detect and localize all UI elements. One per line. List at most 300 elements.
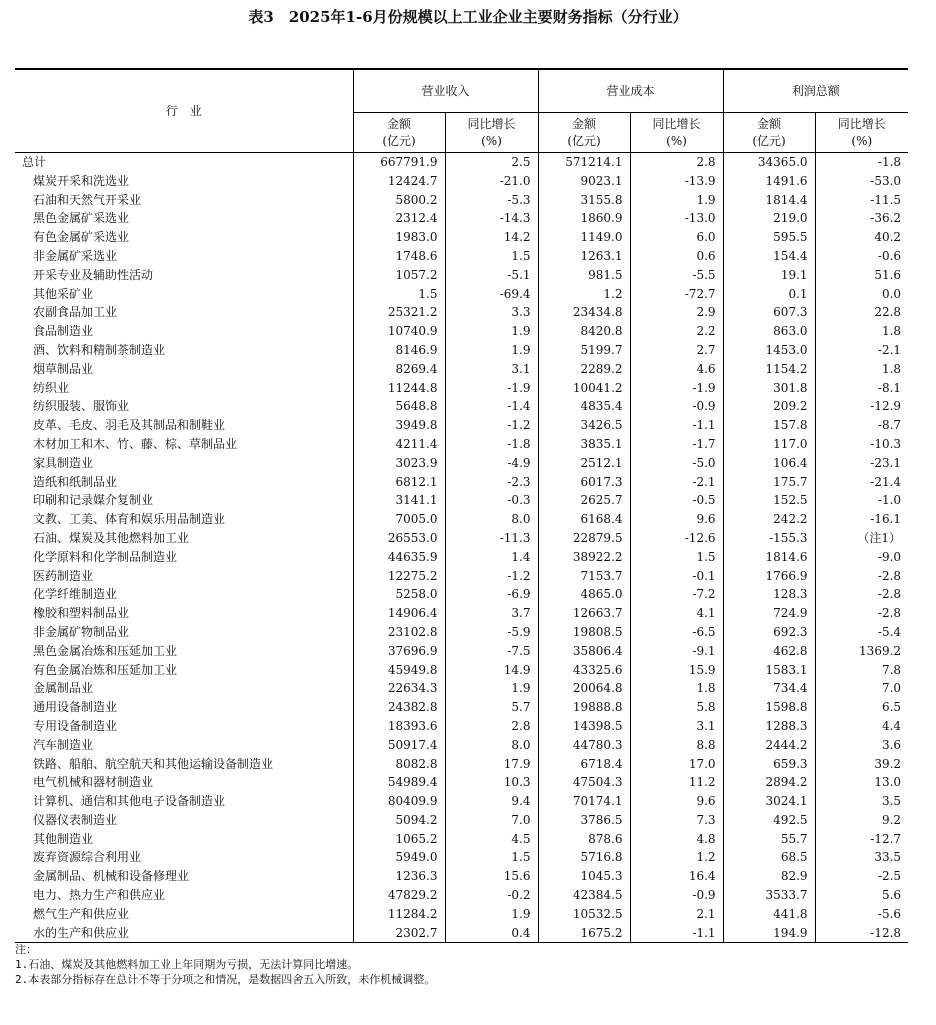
revenue-growth-cell: -21.0: [445, 172, 538, 191]
revenue-growth-header: 同比增长 (%): [445, 113, 538, 153]
revenue-amount-cell: 1983.0: [353, 228, 445, 247]
table-row: [15, 360, 908, 379]
industry-name-cell: 非金属矿物制品业: [33, 624, 130, 639]
revenue-amount-cell: 11284.2: [353, 905, 445, 924]
cost-growth-cell: 2.9: [630, 303, 723, 322]
cost-amount-cell: 1.2: [538, 285, 630, 304]
cost-growth-cell: -2.1: [630, 473, 723, 492]
revenue-amount-cell: 12424.7: [353, 172, 445, 191]
profit-growth-cell: -2.8: [815, 604, 908, 623]
industry-name-cell: 石油和天然气开采业: [33, 192, 142, 207]
table-row: [15, 585, 908, 604]
industry-name-cell: 文教、工美、体育和娱乐用品制造业: [33, 512, 226, 527]
cost-amount-cell: 1149.0: [538, 228, 630, 247]
profit-growth-cell: -1.0: [815, 491, 908, 510]
profit-amount-cell: 2894.2: [723, 773, 815, 792]
revenue-amount-cell: 7005.0: [353, 510, 445, 529]
profit-growth-cell: 1369.2: [815, 642, 908, 661]
industry-name-cell: 印刷和记录媒介复制业: [33, 493, 154, 508]
table-row: [15, 285, 908, 304]
revenue-amount-cell: 24382.8: [353, 698, 445, 717]
industry-name-cell: 废弃资源综合利用业: [33, 850, 142, 865]
profit-growth-cell: 7.8: [815, 661, 908, 680]
industry-name-cell: 家具制造业: [33, 455, 94, 470]
profit-amount-cell: 68.5: [723, 848, 815, 867]
table-title: 表3 2025年1-6月份规模以上工业企业主要财务指标（分行业）: [248, 8, 688, 26]
cost-growth-cell: -0.5: [630, 491, 723, 510]
revenue-growth-cell: 14.2: [445, 228, 538, 247]
cost-amount-cell: 14398.5: [538, 717, 630, 736]
revenue-growth-cell: 10.3: [445, 773, 538, 792]
cost-growth-cell: 8.8: [630, 736, 723, 755]
cost-amount-cell: 6017.3: [538, 473, 630, 492]
industry-column-header: 行 业: [15, 69, 353, 153]
revenue-amount-cell: 1065.2: [353, 830, 445, 849]
profit-growth-cell: -5.6: [815, 905, 908, 924]
industry-name-cell: 农副食品加工业: [33, 305, 118, 320]
cost-amount-cell: 12663.7: [538, 604, 630, 623]
profit-growth-cell: 1.8: [815, 322, 908, 341]
profit-amount-cell: 1453.0: [723, 341, 815, 360]
cost-growth-cell: -1.7: [630, 435, 723, 454]
cost-amount-cell: 20064.8: [538, 679, 630, 698]
cost-amount-cell: 5716.8: [538, 848, 630, 867]
revenue-growth-cell: 2.8: [445, 717, 538, 736]
profit-growth-cell: （注1）: [815, 529, 908, 548]
cost-amount-cell: 10041.2: [538, 379, 630, 398]
revenue-amount-cell: 1.5: [353, 285, 445, 304]
table-row: [15, 661, 908, 680]
revenue-amount-cell: 47829.2: [353, 886, 445, 905]
cost-amount-cell: 44780.3: [538, 736, 630, 755]
profit-growth-cell: -9.0: [815, 548, 908, 567]
profit-amount-cell: 659.3: [723, 755, 815, 774]
revenue-amount-cell: 37696.9: [353, 642, 445, 661]
cost-growth-header: 同比增长 (%): [630, 113, 723, 153]
industry-name-cell: 黑色金属冶炼和压延加工业: [33, 643, 178, 658]
cost-amount-cell: 19888.8: [538, 698, 630, 717]
profit-amount-cell: 106.4: [723, 454, 815, 473]
cost-group-header: 营业成本: [538, 69, 723, 113]
industry-name-cell: 烟草制品业: [33, 361, 94, 376]
revenue-growth-cell: 3.7: [445, 604, 538, 623]
revenue-amount-cell: 667791.9: [353, 153, 445, 172]
cost-amount-cell: 8420.8: [538, 322, 630, 341]
revenue-amount-cell: 18393.6: [353, 717, 445, 736]
cost-growth-cell: -0.9: [630, 397, 723, 416]
industry-name-cell: 电力、热力生产和供应业: [33, 888, 166, 903]
revenue-amount-cell: 25321.2: [353, 303, 445, 322]
revenue-growth-cell: 1.5: [445, 247, 538, 266]
industry-name-cell: 橡胶和塑料制品业: [33, 606, 130, 621]
table-row: [15, 266, 908, 285]
revenue-growth-cell: 15.6: [445, 867, 538, 886]
cost-amount-cell: 571214.1: [538, 153, 630, 172]
revenue-growth-cell: -0.3: [445, 491, 538, 510]
revenue-growth-cell: -69.4: [445, 285, 538, 304]
cost-growth-cell: -5.0: [630, 454, 723, 473]
table-header: [15, 69, 908, 153]
industry-name-cell: 水的生产和供应业: [15, 924, 353, 943]
cost-growth-cell: 1.5: [630, 548, 723, 567]
revenue-amount-cell: 80409.9: [353, 792, 445, 811]
table-row: [15, 454, 908, 473]
revenue-growth-cell: -2.3: [445, 473, 538, 492]
cost-amount-cell: 6168.4: [538, 510, 630, 529]
table-row: [15, 811, 908, 830]
cost-growth-cell: -13.0: [630, 209, 723, 228]
industry-name-cell: 有色金属冶炼和压延加工业: [33, 662, 178, 677]
cost-amount-cell: 3835.1: [538, 435, 630, 454]
industry-name-cell: 有色金属矿采选业: [33, 230, 130, 245]
profit-growth-cell: -12.7: [815, 830, 908, 849]
revenue-growth-cell: 9.4: [445, 792, 538, 811]
table-row: [15, 379, 908, 398]
revenue-growth-cell: 3.1: [445, 360, 538, 379]
profit-growth-cell: -2.5: [815, 867, 908, 886]
profit-amount-cell: 595.5: [723, 228, 815, 247]
industry-name-cell: 计算机、通信和其他电子设备制造业: [33, 794, 226, 809]
industry-name-cell: 食品制造业: [33, 324, 94, 339]
revenue-amount-cell: 2302.7: [353, 924, 445, 943]
table-row: [15, 341, 908, 360]
profit-amount-cell: 724.9: [723, 604, 815, 623]
profit-amount-cell: 34365.0: [723, 153, 815, 172]
cost-amount-cell: 42384.5: [538, 886, 630, 905]
revenue-growth-cell: 0.4: [445, 924, 538, 943]
industry-name-cell: 黑色金属矿采选业: [33, 211, 130, 226]
industry-name-cell: 非金属矿采选业: [33, 248, 118, 263]
profit-growth-cell: -21.4: [815, 473, 908, 492]
cost-growth-cell: -13.9: [630, 172, 723, 191]
cost-amount-cell: 1045.3: [538, 867, 630, 886]
profit-amount-cell: 2444.2: [723, 736, 815, 755]
profit-growth-cell: 40.2: [815, 228, 908, 247]
table-row: [15, 830, 908, 849]
table-row: [15, 529, 908, 548]
table-row: [15, 886, 908, 905]
profit-growth-cell: 22.8: [815, 303, 908, 322]
revenue-amount-cell: 45949.8: [353, 661, 445, 680]
revenue-growth-cell: 3.3: [445, 303, 538, 322]
footnotes: [15, 942, 915, 987]
cost-amount-cell: 1860.9: [538, 209, 630, 228]
table-row: [15, 416, 908, 435]
table-row: [15, 792, 908, 811]
profit-amount-cell: 863.0: [723, 322, 815, 341]
cost-growth-cell: -72.7: [630, 285, 723, 304]
table-body: [15, 153, 908, 943]
cost-growth-cell: -0.1: [630, 567, 723, 586]
cost-growth-cell: 2.2: [630, 322, 723, 341]
profit-amount-cell: 3024.1: [723, 792, 815, 811]
cost-amount-cell: 5199.7: [538, 341, 630, 360]
industry-name-cell: 皮革、毛皮、羽毛及其制品和制鞋业: [33, 418, 226, 433]
revenue-amount-cell: 5094.2: [353, 811, 445, 830]
revenue-amount-cell: 4211.4: [353, 435, 445, 454]
cost-growth-cell: -9.1: [630, 642, 723, 661]
profit-growth-cell: -11.5: [815, 191, 908, 210]
profit-growth-cell: -0.6: [815, 247, 908, 266]
profit-amount-cell: 19.1: [723, 266, 815, 285]
table-row: [15, 698, 908, 717]
industry-name-cell: 通用设备制造业: [33, 700, 118, 715]
profit-growth-cell: 7.0: [815, 679, 908, 698]
profit-amount-cell: 55.7: [723, 830, 815, 849]
industry-name-cell: 煤炭开采和洗选业: [33, 173, 130, 188]
revenue-amount-cell: 26553.0: [353, 529, 445, 548]
profit-amount-cell: 157.8: [723, 416, 815, 435]
revenue-growth-cell: -14.3: [445, 209, 538, 228]
cost-amount-cell: 1675.2: [538, 924, 630, 943]
profit-growth-cell: 13.0: [815, 773, 908, 792]
revenue-amount-cell: 54989.4: [353, 773, 445, 792]
table-row: [15, 848, 908, 867]
table-row: [15, 567, 908, 586]
revenue-growth-cell: -1.4: [445, 397, 538, 416]
table-row: [15, 510, 908, 529]
industry-name-cell: 木材加工和木、竹、藤、棕、草制品业: [33, 436, 238, 451]
profit-amount-cell: 607.3: [723, 303, 815, 322]
revenue-growth-cell: 7.0: [445, 811, 538, 830]
cost-growth-cell: -0.9: [630, 886, 723, 905]
industry-name-cell: 金属制品、机械和设备修理业: [33, 869, 190, 884]
industry-name-cell: 石油、煤炭及其他燃料加工业: [33, 530, 190, 545]
profit-growth-cell: -1.8: [815, 153, 908, 172]
profit-growth-cell: -8.1: [815, 379, 908, 398]
profit-growth-cell: 51.6: [815, 266, 908, 285]
cost-growth-cell: 16.4: [630, 867, 723, 886]
table-row: [15, 209, 908, 228]
cost-growth-cell: 15.9: [630, 661, 723, 680]
profit-amount-cell: 1491.6: [723, 172, 815, 191]
industry-name-cell: 其他采矿业: [33, 286, 94, 301]
profit-growth-cell: -10.3: [815, 435, 908, 454]
revenue-growth-cell: 2.5: [445, 153, 538, 172]
profit-growth-cell: -16.1: [815, 510, 908, 529]
revenue-amount-cell: 23102.8: [353, 623, 445, 642]
revenue-growth-cell: 1.9: [445, 679, 538, 698]
revenue-growth-cell: -6.9: [445, 585, 538, 604]
cost-growth-cell: 2.7: [630, 341, 723, 360]
cost-amount-cell: 43325.6: [538, 661, 630, 680]
revenue-amount-header: 金额 (亿元): [353, 113, 445, 153]
revenue-growth-cell: 1.9: [445, 322, 538, 341]
revenue-amount-cell: 14906.4: [353, 604, 445, 623]
revenue-amount-cell: 50917.4: [353, 736, 445, 755]
profit-growth-cell: 39.2: [815, 755, 908, 774]
profit-growth-cell: 33.5: [815, 848, 908, 867]
revenue-amount-cell: 2312.4: [353, 209, 445, 228]
revenue-growth-cell: 4.5: [445, 830, 538, 849]
table-row: [15, 717, 908, 736]
industry-name-cell: 汽车制造业: [33, 737, 94, 752]
profit-amount-cell: 1288.3: [723, 717, 815, 736]
profit-amount-cell: 1766.9: [723, 567, 815, 586]
cost-growth-cell: 3.1: [630, 717, 723, 736]
cost-growth-cell: 4.6: [630, 360, 723, 379]
profit-amount-cell: 734.4: [723, 679, 815, 698]
profit-amount-cell: 242.2: [723, 510, 815, 529]
profit-amount-cell: 492.5: [723, 811, 815, 830]
table-row: [15, 473, 908, 492]
cost-amount-cell: 7153.7: [538, 567, 630, 586]
revenue-growth-cell: -11.3: [445, 529, 538, 548]
table-row: [15, 191, 908, 210]
cost-amount-cell: 1263.1: [538, 247, 630, 266]
profit-amount-cell: 0.1: [723, 285, 815, 304]
revenue-growth-cell: 5.7: [445, 698, 538, 717]
profit-growth-cell: -23.1: [815, 454, 908, 473]
profit-amount-cell: 117.0: [723, 435, 815, 454]
revenue-growth-cell: 8.0: [445, 736, 538, 755]
cost-amount-cell: 2625.7: [538, 491, 630, 510]
cost-amount-cell: 35806.4: [538, 642, 630, 661]
table-row: [15, 548, 908, 567]
footnote-1: 1.石油、煤炭及其他燃料加工业上年同期为亏损，无法计算同比增速。: [15, 958, 359, 971]
table-row: [15, 736, 908, 755]
revenue-amount-cell: 3949.8: [353, 416, 445, 435]
revenue-amount-cell: 1236.3: [353, 867, 445, 886]
cost-amount-cell: 2289.2: [538, 360, 630, 379]
cost-amount-cell: 3426.5: [538, 416, 630, 435]
profit-amount-cell: 82.9: [723, 867, 815, 886]
revenue-growth-cell: -7.5: [445, 642, 538, 661]
footnote-2: 2.本表部分指标存在总计不等于分项之和情况，是数据四舍五入所致，未作机械调整。: [15, 973, 436, 986]
table-row: [15, 623, 908, 642]
industry-name-cell: 开采专业及辅助性活动: [33, 267, 154, 282]
profit-amount-cell: 219.0: [723, 209, 815, 228]
table-row: [15, 397, 908, 416]
industry-name-cell: 仪器仪表制造业: [33, 812, 118, 827]
profit-growth-cell: 6.5: [815, 698, 908, 717]
profit-amount-cell: 1814.6: [723, 548, 815, 567]
revenue-growth-cell: 1.9: [445, 341, 538, 360]
cost-amount-cell: 47504.3: [538, 773, 630, 792]
revenue-growth-cell: 1.4: [445, 548, 538, 567]
revenue-group-header: 营业收入: [353, 69, 538, 113]
revenue-growth-cell: 17.9: [445, 755, 538, 774]
financial-indicators-table: [15, 68, 908, 943]
cost-amount-cell: 9023.1: [538, 172, 630, 191]
revenue-amount-cell: 3141.1: [353, 491, 445, 510]
cost-amount-cell: 23434.8: [538, 303, 630, 322]
profit-amount-cell: 194.9: [723, 924, 815, 943]
revenue-growth-cell: -5.3: [445, 191, 538, 210]
industry-name-cell: 燃气生产和供应业: [33, 906, 130, 921]
cost-growth-cell: 7.3: [630, 811, 723, 830]
revenue-growth-cell: -4.9: [445, 454, 538, 473]
profit-amount-cell: 1598.8: [723, 698, 815, 717]
revenue-growth-cell: -5.9: [445, 623, 538, 642]
industry-name-cell: 纺织业: [33, 380, 70, 395]
cost-growth-cell: 1.9: [630, 191, 723, 210]
profit-amount-cell: 209.2: [723, 397, 815, 416]
revenue-amount-cell: 10740.9: [353, 322, 445, 341]
table-row: [15, 679, 908, 698]
cost-amount-cell: 38922.2: [538, 548, 630, 567]
industry-name-cell: 医药制造业: [33, 568, 94, 583]
cost-growth-cell: 0.6: [630, 247, 723, 266]
revenue-amount-cell: 8082.8: [353, 755, 445, 774]
profit-amount-header: 金额 (亿元): [723, 113, 815, 153]
table-row: [15, 228, 908, 247]
revenue-amount-cell: 11244.8: [353, 379, 445, 398]
table-row: [15, 642, 908, 661]
profit-growth-cell: -2.8: [815, 567, 908, 586]
table-row: [15, 172, 908, 191]
profit-growth-cell: -8.7: [815, 416, 908, 435]
profit-growth-cell: -53.0: [815, 172, 908, 191]
table-row: [15, 924, 908, 943]
table-row: [15, 303, 908, 322]
cost-amount-cell: 4865.0: [538, 585, 630, 604]
cost-growth-cell: 6.0: [630, 228, 723, 247]
profit-growth-cell: -2.1: [815, 341, 908, 360]
revenue-amount-cell: 5949.0: [353, 848, 445, 867]
cost-growth-cell: 9.6: [630, 792, 723, 811]
profit-growth-cell: 4.4: [815, 717, 908, 736]
cost-growth-cell: 4.1: [630, 604, 723, 623]
revenue-amount-cell: 5800.2: [353, 191, 445, 210]
cost-growth-cell: 2.8: [630, 153, 723, 172]
cost-amount-cell: 981.5: [538, 266, 630, 285]
cost-amount-cell: 3155.8: [538, 191, 630, 210]
profit-growth-cell: 5.6: [815, 886, 908, 905]
revenue-amount-cell: 22634.3: [353, 679, 445, 698]
cost-amount-header: 金额 (亿元): [538, 113, 630, 153]
industry-name-cell: 酒、饮料和精制茶制造业: [33, 342, 166, 357]
profit-growth-cell: 3.5: [815, 792, 908, 811]
table-row: [15, 247, 908, 266]
profit-growth-cell: 1.8: [815, 360, 908, 379]
table-row: [15, 773, 908, 792]
revenue-amount-cell: 3023.9: [353, 454, 445, 473]
profit-growth-cell: -12.8: [815, 924, 908, 943]
table-row: [15, 604, 908, 623]
industry-name-cell: 化学原料和化学制品制造业: [33, 549, 178, 564]
cost-amount-cell: 6718.4: [538, 755, 630, 774]
profit-amount-cell: 128.3: [723, 585, 815, 604]
revenue-growth-cell: 1.9: [445, 905, 538, 924]
profit-amount-cell: 462.8: [723, 642, 815, 661]
profit-growth-cell: -2.8: [815, 585, 908, 604]
revenue-growth-cell: -1.2: [445, 416, 538, 435]
profit-growth-cell: 9.2: [815, 811, 908, 830]
profit-amount-cell: 692.3: [723, 623, 815, 642]
profit-amount-cell: 1814.4: [723, 191, 815, 210]
cost-growth-cell: -5.5: [630, 266, 723, 285]
cost-amount-cell: 4835.4: [538, 397, 630, 416]
table-row: [15, 322, 908, 341]
cost-amount-cell: 3786.5: [538, 811, 630, 830]
profit-amount-cell: -155.3: [723, 529, 815, 548]
cost-amount-cell: 22879.5: [538, 529, 630, 548]
footnote-label: 注：: [15, 943, 37, 956]
profit-growth-cell: -5.4: [815, 623, 908, 642]
industry-name-cell: 造纸和纸制品业: [33, 474, 118, 489]
revenue-amount-cell: 8269.4: [353, 360, 445, 379]
cost-amount-cell: 19808.5: [538, 623, 630, 642]
cost-growth-cell: 2.1: [630, 905, 723, 924]
revenue-growth-cell: 8.0: [445, 510, 538, 529]
industry-name-cell: 金属制品业: [33, 681, 94, 696]
cost-growth-cell: -7.2: [630, 585, 723, 604]
revenue-amount-cell: 12275.2: [353, 567, 445, 586]
table-row: [15, 435, 908, 454]
industry-name-cell: 总计: [22, 155, 47, 169]
revenue-amount-cell: 5648.8: [353, 397, 445, 416]
